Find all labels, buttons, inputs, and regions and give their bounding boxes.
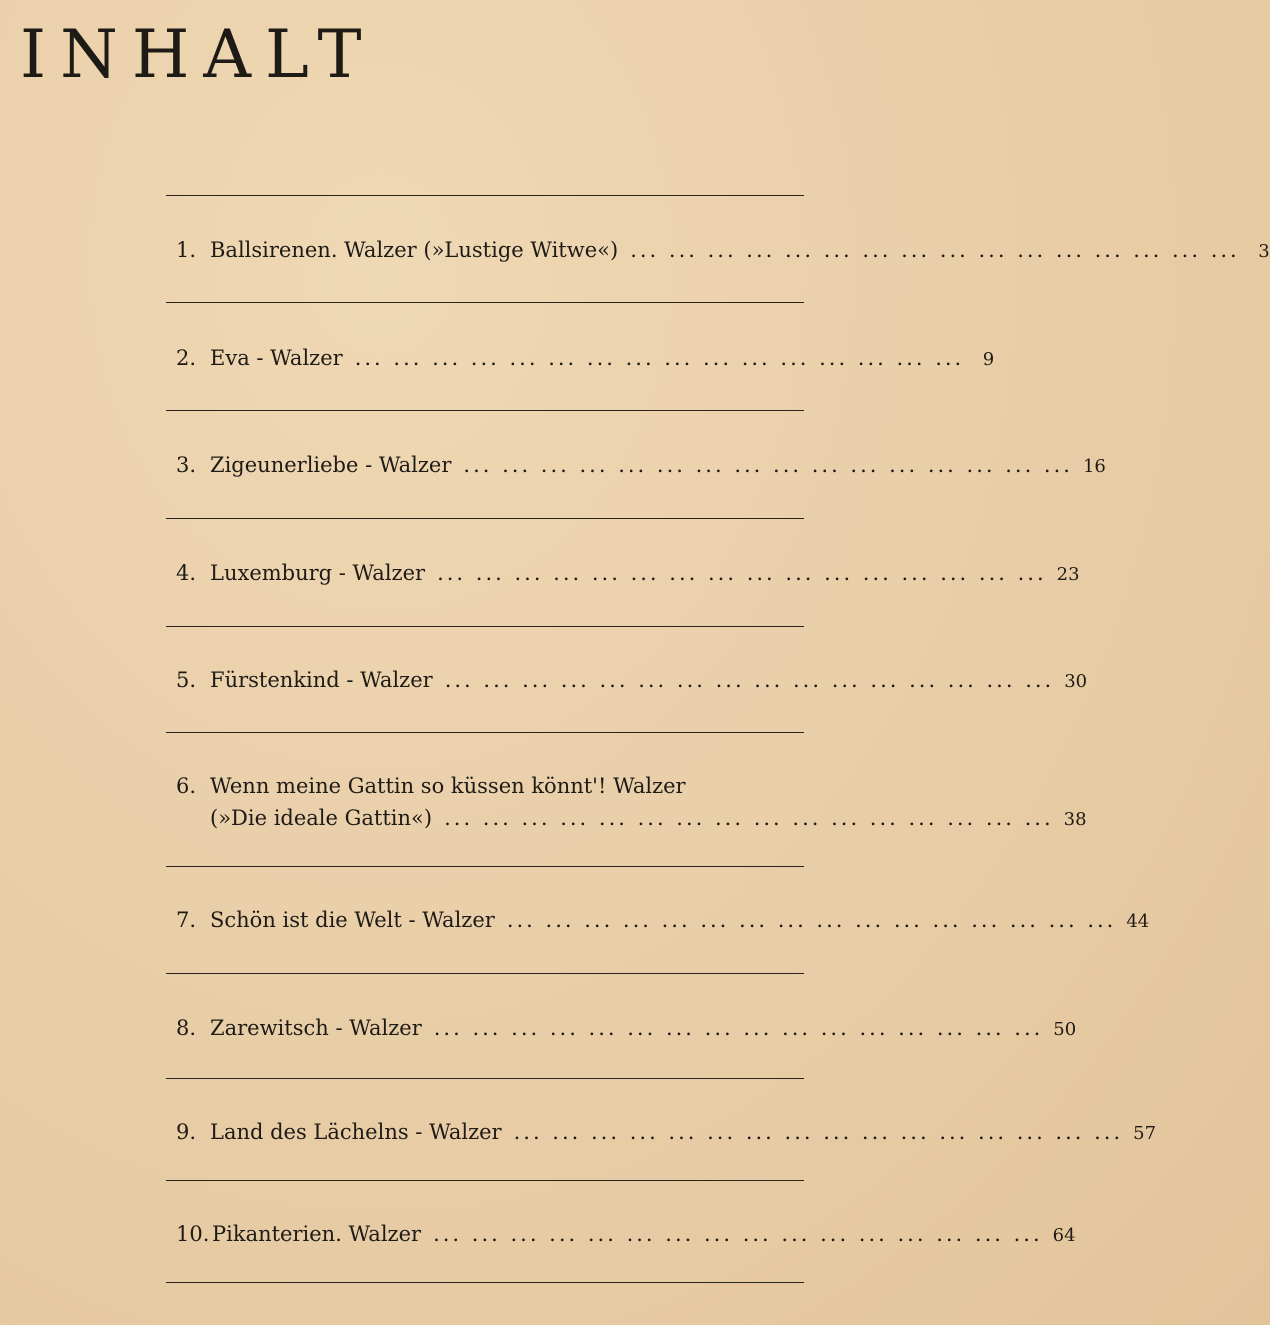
dot-leader: ... ... ... ... ... ... ... ... ... ... ... ... ... ... ... ... [433, 1222, 1043, 1246]
entry-number: 8. [176, 1016, 197, 1040]
toc-entry-6 [176, 770, 804, 802]
divider [166, 1078, 804, 1079]
dot-leader: ... ... ... ... ... ... ... ... ... ... ... ... ... ... ... ... [506, 908, 1117, 932]
entry-number: 2. [176, 346, 197, 370]
entry-number: 5. [176, 668, 197, 692]
divider [166, 302, 804, 303]
dot-leader: ... ... ... ... ... ... ... ... ... ... ... ... ... ... ... ... [630, 238, 1240, 262]
page-title: INHALT [20, 16, 376, 93]
divider [166, 195, 804, 196]
entry-title: Ballsirenen. Walzer (»Lustige Witwe«) [210, 238, 619, 262]
divider [166, 518, 804, 519]
entry-number: 6. [176, 774, 197, 798]
entry-page: 9 [982, 349, 995, 370]
dot-leader: ... ... ... ... ... ... ... ... ... ... ... ... ... ... ... ... [463, 453, 1073, 477]
entry-title: Pikanterien. Walzer [212, 1222, 422, 1246]
entry-page: 57 [1133, 1123, 1157, 1144]
entry-number: 10. [176, 1222, 210, 1246]
toc-entry-6-continued [176, 802, 1087, 836]
dot-leader: ... ... ... ... ... ... ... ... ... ... ... ... ... ... ... ... [444, 806, 1054, 830]
toc-entry-1 [176, 234, 1270, 268]
entry-title: Zarewitsch - Walzer [210, 1016, 422, 1040]
dot-leader: ... ... ... ... ... ... ... ... ... ... ... ... ... ... ... ... [444, 668, 1055, 692]
entry-page: 38 [1063, 809, 1087, 830]
divider [166, 732, 804, 733]
entry-page: 16 [1082, 456, 1106, 477]
entry-title: Wenn meine Gattin so küssen könnt'! Walzer [210, 774, 686, 798]
toc-entry-9 [176, 1116, 1157, 1150]
toc-entry-10 [176, 1218, 1076, 1252]
entry-page: 3 [1258, 241, 1270, 262]
divider [166, 1282, 804, 1283]
entry-number: 3. [176, 453, 197, 477]
entry-page: 64 [1052, 1225, 1076, 1246]
entry-title: Fürstenkind - Walzer [210, 668, 433, 692]
divider [166, 410, 804, 411]
dot-leader: ... ... ... ... ... ... ... ... ... ... ... ... ... ... ... ... [513, 1120, 1124, 1144]
divider [166, 866, 804, 867]
divider [166, 1180, 804, 1181]
entry-title: Zigeunerliebe - Walzer [210, 453, 452, 477]
entry-page: 30 [1064, 671, 1088, 692]
entry-page: 23 [1056, 564, 1080, 585]
toc-entry-2 [176, 342, 995, 376]
entry-title: Land des Lächelns - Walzer [210, 1120, 502, 1144]
divider [166, 626, 804, 627]
dot-leader: ... ... ... ... ... ... ... ... ... ... ... ... ... ... ... ... [437, 561, 1047, 585]
dot-leader: ... ... ... ... ... ... ... ... ... ... ... ... ... ... ... ... [433, 1016, 1044, 1040]
toc-entry-3 [176, 449, 1106, 483]
entry-title: Schön ist die Welt - Walzer [210, 908, 495, 932]
toc-entry-4 [176, 557, 1080, 591]
toc-entry-8 [176, 1012, 1077, 1046]
entry-title: Luxemburg - Walzer [210, 561, 426, 585]
entry-number: 7. [176, 908, 197, 932]
entry-title-continued: (»Die ideale Gattin«) [210, 806, 433, 830]
dot-leader: ... ... ... ... ... ... ... ... ... ... ... ... ... ... ... ... [354, 346, 965, 370]
divider [166, 973, 804, 974]
entry-number: 9. [176, 1120, 197, 1144]
entry-title: Eva - Walzer [210, 346, 343, 370]
entry-number: 1. [176, 238, 197, 262]
toc-entry-7 [176, 904, 1150, 938]
toc-entry-5 [176, 664, 1088, 698]
entry-page: 50 [1053, 1019, 1077, 1040]
entry-number: 4. [176, 561, 197, 585]
entry-page: 44 [1126, 911, 1150, 932]
